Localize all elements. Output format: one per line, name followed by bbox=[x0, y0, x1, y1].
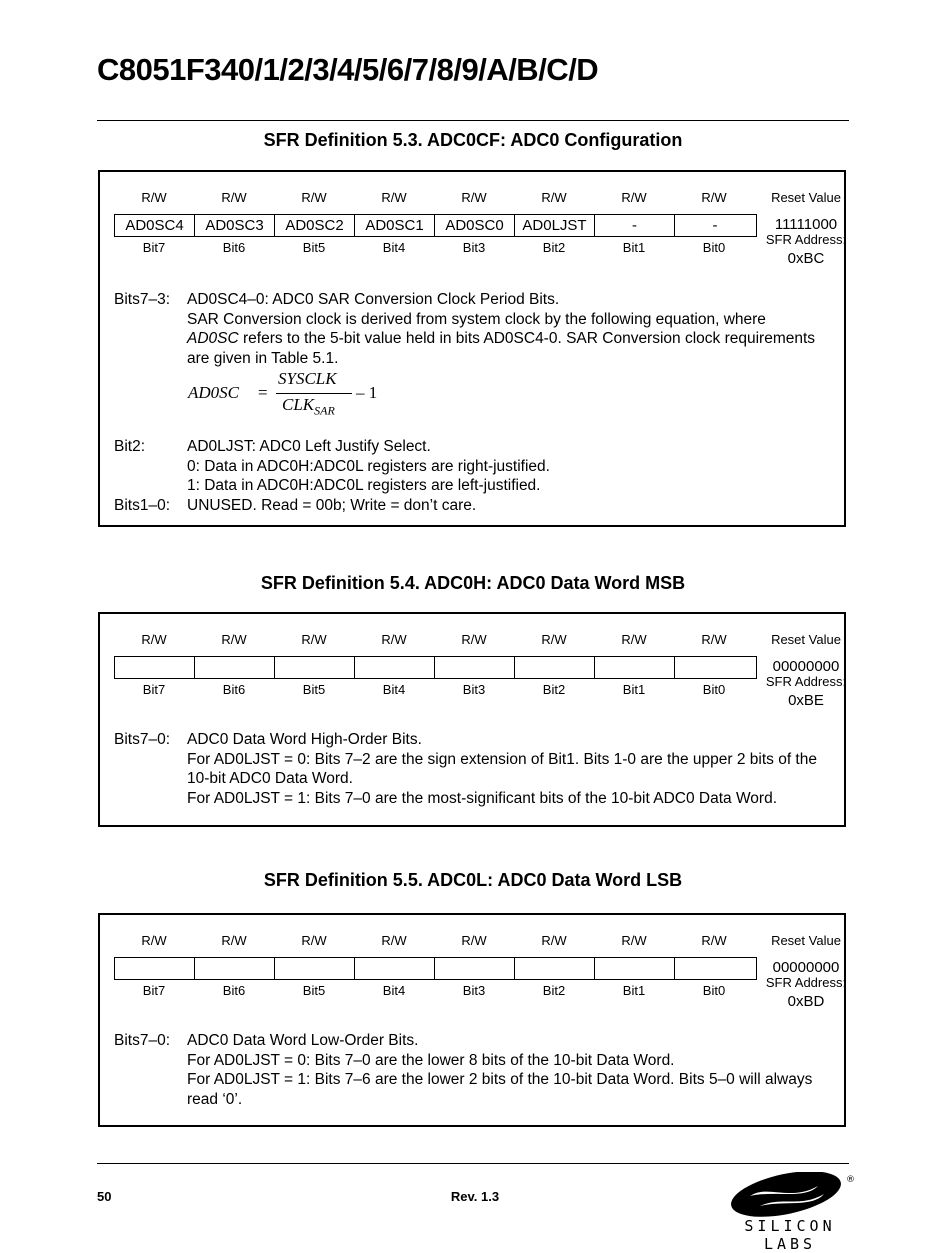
equation-tail: – 1 bbox=[356, 383, 378, 402]
rw-label: R/W bbox=[221, 190, 247, 205]
bit-number-row bbox=[114, 240, 754, 255]
bit-number: Bit5 bbox=[302, 983, 326, 998]
description-line: 1: Data in ADC0H:ADC0L registers are left-justified. bbox=[187, 477, 541, 494]
reset-value: 00000000 bbox=[772, 959, 840, 976]
rw-label: R/W bbox=[301, 632, 327, 647]
sfr-heading-adc0cf: SFR Definition 5.3. ADC0CF: ADC0 Configuration bbox=[263, 130, 683, 150]
fraction-bar bbox=[276, 393, 352, 394]
reset-value: 00000000 bbox=[772, 658, 840, 675]
registered-mark: ® bbox=[846, 1175, 855, 1185]
denominator-text: CLK bbox=[282, 395, 315, 414]
bit-number: Bit0 bbox=[702, 983, 726, 998]
rw-label: R/W bbox=[221, 933, 247, 948]
description-line: read ‘0’. bbox=[187, 1090, 243, 1108]
bit-number: Bit2 bbox=[542, 983, 566, 998]
footer-rule bbox=[97, 1163, 849, 1164]
description-line: AD0LJST: ADC0 Left Justify Select. bbox=[187, 438, 431, 455]
bit-field bbox=[435, 958, 515, 979]
bit-number: Bit3 bbox=[462, 682, 486, 697]
bit-number-row bbox=[114, 983, 754, 998]
bit-number: Bit0 bbox=[702, 682, 726, 697]
bit-field bbox=[275, 958, 355, 979]
rw-label: R/W bbox=[141, 632, 167, 647]
bit-number: Bit4 bbox=[382, 983, 406, 998]
bit-number: Bit3 bbox=[462, 240, 486, 255]
bit-number: Bit3 bbox=[462, 983, 486, 998]
rw-row bbox=[114, 632, 754, 647]
equation-numerator: SYSCLK bbox=[278, 369, 337, 388]
rw-row bbox=[114, 190, 754, 205]
equation bbox=[188, 369, 448, 423]
rw-label: R/W bbox=[381, 190, 407, 205]
bit-number: Bit4 bbox=[382, 682, 406, 697]
bit-range-label: Bits1–0: bbox=[114, 496, 171, 514]
bit-field bbox=[115, 657, 195, 678]
bit-number: Bit2 bbox=[542, 240, 566, 255]
sfr-box-adc0l bbox=[98, 913, 846, 1127]
header-rule bbox=[97, 120, 849, 121]
bit-description bbox=[114, 1031, 837, 1109]
bit-field: AD0SC1 bbox=[355, 215, 435, 236]
rw-label: R/W bbox=[301, 933, 327, 948]
bit-field bbox=[195, 657, 275, 678]
reset-value: 11111000 bbox=[774, 216, 838, 233]
equation-denominator bbox=[282, 395, 335, 418]
reset-value-label: Reset Value bbox=[771, 190, 841, 205]
bit-description bbox=[114, 437, 837, 515]
bit-field bbox=[435, 657, 515, 678]
sfr-address-label: SFR Address: bbox=[765, 674, 847, 689]
description-line: SAR Conversion clock is derived from system clock by the following equation, where bbox=[187, 310, 766, 328]
sfr-address-label: SFR Address: bbox=[765, 232, 847, 247]
bit-number: Bit7 bbox=[142, 682, 166, 697]
emphasis-text: AD0SC bbox=[187, 330, 239, 347]
rw-label: R/W bbox=[381, 933, 407, 948]
rw-label: R/W bbox=[621, 933, 647, 948]
bit-number: Bit1 bbox=[622, 983, 646, 998]
bit-field bbox=[515, 657, 595, 678]
reset-value-label: Reset Value bbox=[771, 933, 841, 948]
bit-range-label: Bits7–0: bbox=[114, 731, 171, 748]
bit-field bbox=[675, 958, 755, 979]
sfr-box-adc0h bbox=[98, 612, 846, 827]
bit-number: Bit6 bbox=[222, 983, 246, 998]
bit-field bbox=[515, 958, 595, 979]
bit-field-row bbox=[114, 656, 757, 679]
bit-field: AD0SC4 bbox=[115, 215, 195, 236]
bit-field-row bbox=[114, 957, 757, 980]
bit-range-label: Bit2: bbox=[114, 438, 146, 455]
rw-label: R/W bbox=[301, 190, 327, 205]
bit-field bbox=[595, 657, 675, 678]
bit-range-label: Bits7–0: bbox=[114, 1032, 171, 1049]
sfr-address: 0xBC bbox=[787, 250, 825, 267]
logo-wordmark: SILICON LABS bbox=[744, 1217, 836, 1253]
bit-field bbox=[275, 657, 355, 678]
rw-label: R/W bbox=[541, 190, 567, 205]
description-line: 0: Data in ADC0H:ADC0L registers are right-justified. bbox=[187, 457, 550, 475]
sfr-address-label: SFR Address: bbox=[765, 975, 847, 990]
bit-number: Bit1 bbox=[622, 240, 646, 255]
rw-label: R/W bbox=[461, 933, 487, 948]
bit-number: Bit1 bbox=[622, 682, 646, 697]
bit-field bbox=[595, 958, 675, 979]
bit-number: Bit6 bbox=[222, 240, 246, 255]
rw-label: R/W bbox=[621, 190, 647, 205]
bit-number: Bit7 bbox=[142, 983, 166, 998]
bit-field: AD0SC3 bbox=[195, 215, 275, 236]
bit-number: Bit0 bbox=[702, 240, 726, 255]
bit-number-row bbox=[114, 682, 754, 697]
bit-field bbox=[355, 958, 435, 979]
bit-number: Bit2 bbox=[542, 682, 566, 697]
bit-number: Bit7 bbox=[142, 240, 166, 255]
rw-label: R/W bbox=[621, 632, 647, 647]
page-title: C8051F340/1/2/3/4/5/6/7/8/9/A/B/C/D bbox=[97, 52, 599, 87]
rw-label: R/W bbox=[381, 632, 407, 647]
bit-field bbox=[195, 958, 275, 979]
bit-range-label: Bits7–3: bbox=[114, 291, 171, 308]
bit-field bbox=[355, 657, 435, 678]
bit-number: Bit5 bbox=[302, 240, 326, 255]
rw-label: R/W bbox=[701, 933, 727, 948]
equation-lhs: AD0SC bbox=[188, 383, 239, 402]
bit-number: Bit6 bbox=[222, 682, 246, 697]
bit-field: AD0SC0 bbox=[435, 215, 515, 236]
rw-label: R/W bbox=[541, 933, 567, 948]
description-line: 10-bit ADC0 Data Word. bbox=[187, 770, 353, 787]
sfr-address: 0xBE bbox=[788, 692, 824, 709]
rw-label: R/W bbox=[141, 933, 167, 948]
bit-field: AD0SC2 bbox=[275, 215, 355, 236]
bit-field bbox=[675, 657, 755, 678]
bit-field bbox=[115, 958, 195, 979]
rw-label: R/W bbox=[461, 632, 487, 647]
description-line: For AD0LJST = 1: Bits 7–6 are the lower 2 bits of the 10-bit Data Word. Bits 5–0 will always bbox=[187, 1071, 813, 1088]
bit-field-row bbox=[114, 214, 757, 237]
bit-number: Bit4 bbox=[382, 240, 406, 255]
bit-description bbox=[114, 730, 837, 808]
rw-label: R/W bbox=[701, 632, 727, 647]
bit-field: AD0LJST bbox=[515, 215, 595, 236]
rw-row bbox=[114, 933, 754, 948]
rw-label: R/W bbox=[461, 190, 487, 205]
reset-value-label: Reset Value bbox=[771, 632, 841, 647]
equation-equals: = bbox=[258, 383, 268, 402]
sfr-heading-adc0h: SFR Definition 5.4. ADC0H: ADC0 Data Word MSB bbox=[260, 573, 686, 593]
bit-field: - bbox=[595, 215, 675, 236]
bit-number: Bit5 bbox=[302, 682, 326, 697]
bit-description bbox=[114, 290, 837, 368]
description-line: For AD0LJST = 0: Bits 7–2 are the sign extension of Bit1. Bits 1-0 are the upper 2 bits of the bbox=[187, 750, 817, 768]
rw-label: R/W bbox=[221, 632, 247, 647]
description-line: For AD0LJST = 0: Bits 7–0 are the lower 8 bits of the 10-bit Data Word. bbox=[187, 1051, 675, 1069]
rw-label: R/W bbox=[141, 190, 167, 205]
description-line: For AD0LJST = 1: Bits 7–0 are the most-significant bits of the 10-bit ADC0 Data Word. bbox=[187, 789, 777, 807]
description-text: refers to the 5-bit value held in bits AD0SC4-0. SAR Conversion clock requirements bbox=[238, 330, 816, 347]
sfr-heading-adc0l: SFR Definition 5.5. ADC0L: ADC0 Data Word LSB bbox=[263, 870, 683, 890]
bit-field: - bbox=[712, 217, 718, 234]
description-line: ADC0 Data Word High-Order Bits. bbox=[187, 731, 422, 748]
description-line: AD0SC4–0: ADC0 SAR Conversion Clock Period Bits. bbox=[187, 291, 560, 308]
description-line: ADC0 Data Word Low-Order Bits. bbox=[187, 1032, 419, 1049]
page-number: 50 bbox=[97, 1189, 112, 1204]
sfr-address: 0xBD bbox=[787, 993, 825, 1010]
sfr-box-adc0cf bbox=[98, 170, 846, 527]
description-line bbox=[187, 329, 837, 349]
description-line: are given in Table 5.1. bbox=[187, 349, 339, 367]
denominator-subscript: SAR bbox=[314, 403, 335, 418]
description-line: UNUSED. Read = 00b; Write = don’t care. bbox=[187, 496, 477, 514]
revision-label: Rev. 1.3 bbox=[450, 1189, 500, 1204]
rw-label: R/W bbox=[541, 632, 567, 647]
rw-label: R/W bbox=[701, 190, 727, 205]
